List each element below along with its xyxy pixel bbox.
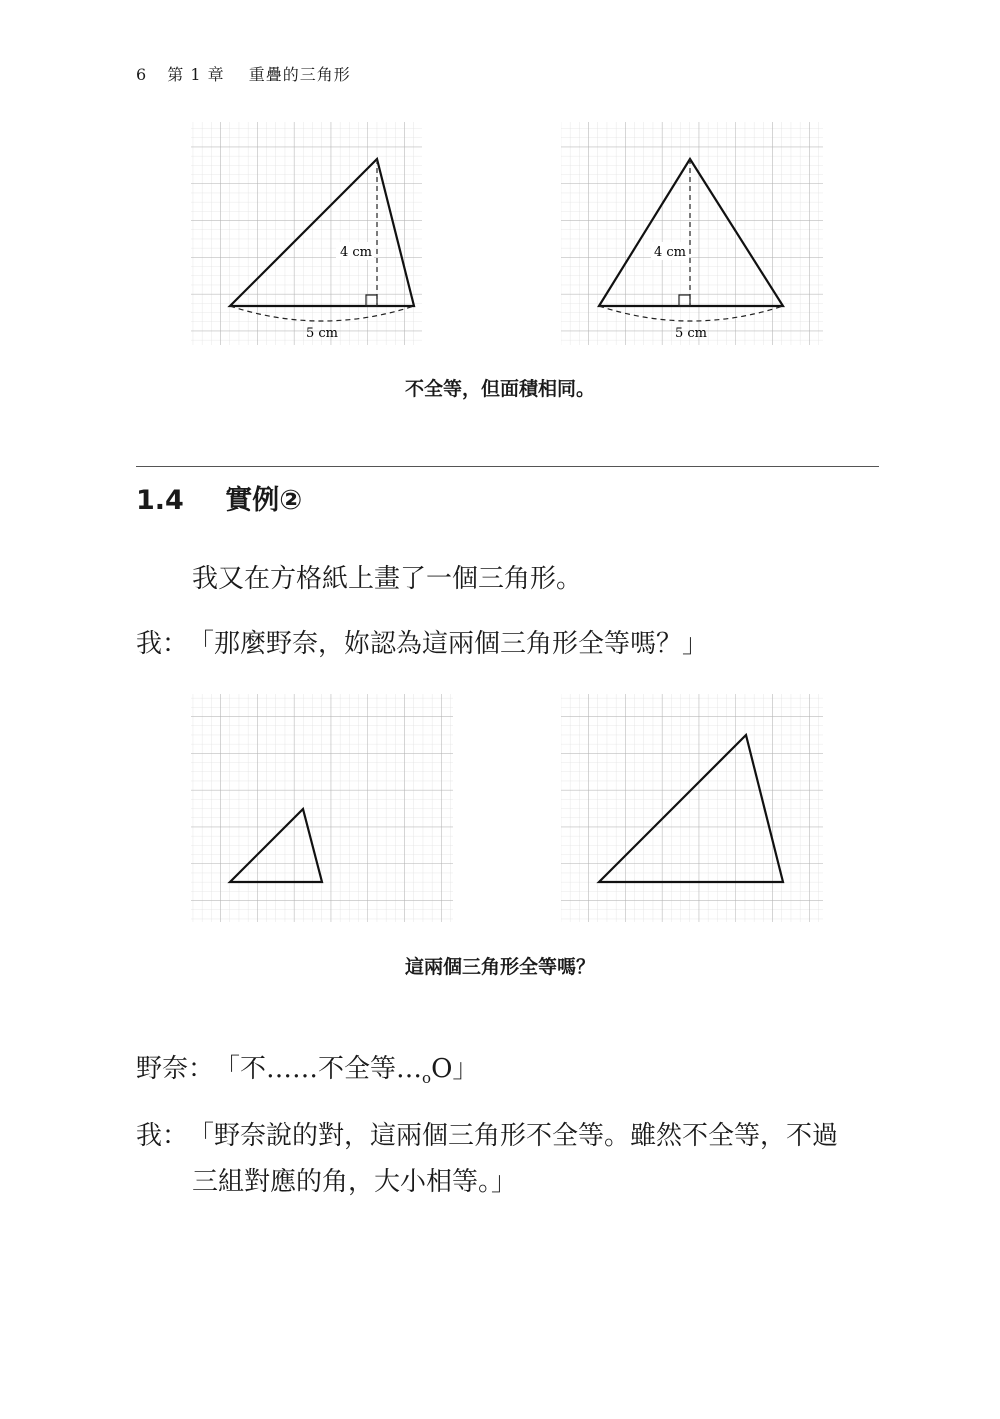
dialog-text-2: 「不……不全等… bbox=[214, 1054, 423, 1084]
grid-right-2 bbox=[561, 694, 823, 922]
dialog-text-3a: 「野奈說的對，這兩個三角形不全等。雖然不全等，不過 bbox=[188, 1121, 839, 1151]
page-number: 6 bbox=[136, 65, 148, 84]
grid-left-2 bbox=[191, 694, 453, 922]
speaker-nona: 野奈： bbox=[136, 1054, 215, 1084]
height-label-left: 4 cm bbox=[339, 245, 373, 260]
grid-right bbox=[561, 122, 823, 345]
intro-paragraph: 我又在方格紙上畫了一個三角形。 bbox=[192, 564, 583, 594]
dialog-line-2 bbox=[136, 1046, 478, 1101]
dialog-line-3 bbox=[136, 1113, 838, 1159]
section-divider bbox=[136, 466, 879, 467]
speaker-me: 我： bbox=[136, 629, 189, 659]
grid-left bbox=[191, 122, 422, 345]
base-label-left: 5 cm bbox=[305, 326, 339, 341]
speaker-me-2: 我： bbox=[136, 1121, 189, 1151]
figure-2 bbox=[0, 680, 1000, 940]
dialog-text-1: 「那麼野奈，妳認為這兩個三角形全等嗎？」 bbox=[188, 629, 709, 659]
chapter-title: 重疊的三角形 bbox=[248, 65, 351, 84]
height-label-right: 4 cm bbox=[653, 245, 687, 260]
close-quote: 」 bbox=[452, 1054, 479, 1084]
section-number: 1.4 bbox=[136, 485, 184, 516]
dialog-line-1 bbox=[136, 621, 708, 667]
small-o: o bbox=[422, 1069, 432, 1087]
big-o: O bbox=[431, 1054, 453, 1084]
section-heading bbox=[136, 478, 302, 517]
figure-2-caption: 這兩個三角形全等嗎？ bbox=[404, 956, 595, 978]
dialog-line-3-cont: 三組對應的角，大小相等。」 bbox=[192, 1167, 518, 1197]
figure-1 bbox=[0, 0, 1000, 360]
section-title: 實例② bbox=[225, 485, 303, 516]
base-label-right: 5 cm bbox=[674, 326, 708, 341]
chapter-label: 第 1 章 bbox=[167, 65, 225, 84]
figure-1-caption: 不全等，但面積相同。 bbox=[404, 378, 595, 400]
